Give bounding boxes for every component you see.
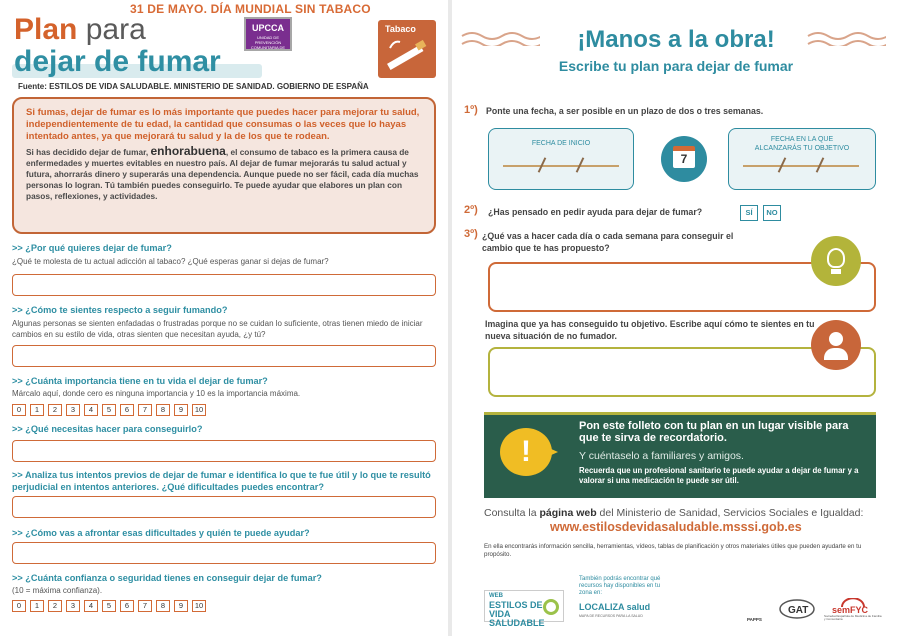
answer-why-quit[interactable] [12,274,436,296]
importance-9[interactable]: 9 [174,404,188,416]
semfyc-text: semFYC [832,605,869,615]
upcca-logo [244,17,292,60]
localiza-b: salud [624,602,651,612]
upcca-logo-text: UPCCA [251,23,284,33]
question-confidence: >> ¿Cuánta confianza o seguridad tienes en conseguir dejar de fumar? [12,573,322,583]
no-checkbox[interactable]: NO [763,205,781,221]
title-line-1 [14,14,146,46]
importance-0[interactable]: 0 [12,404,26,416]
start-date-label: FECHA DE INICIO [531,140,591,147]
lightbulb-icon [811,236,861,286]
question-previous-attempts: >> Analiza tus intentos previos de dejar de fumar e identifica lo que te fue útil y lo que te resultó perjudicial en intentos anteriores. ¿Qué dificultades puedes encontrar? [12,470,431,492]
yes-checkbox[interactable]: SÍ [740,205,758,221]
question-what-needed: >> ¿Qué necesitas hacer para conseguirlo? [12,424,203,434]
papps-logo: PAPPS [747,617,762,622]
reminder-professional: Recuerda que un profesional sanitario te puede ayudar a dejar de fumar y a valorar si una medicación te puede ser útil. [579,466,859,485]
speech-tail [540,444,558,460]
answer-feelings[interactable] [12,345,436,367]
consulta-webpage: página web [539,507,597,519]
step-2-text: ¿Has pensado en pedir ayuda para dejar de fumar? [488,207,703,217]
importance-6[interactable]: 6 [120,404,134,416]
tabaco-label: Tabaco [385,24,416,34]
confidence-8[interactable]: 8 [156,600,170,612]
title-line-2: dejar de fumar [14,45,221,78]
question-why-quit: >> ¿Por qué quieres dejar de fumar? [12,243,172,253]
importance-1[interactable]: 1 [30,404,44,416]
localiza-a: LOCALIZA [579,602,625,612]
importance-8[interactable]: 8 [156,404,170,416]
enhorabuena: enhorabuena [150,144,226,158]
person-icon [811,320,861,370]
confidence-0[interactable]: 0 [12,600,26,612]
target-date-line [743,165,859,167]
right-subtitle: Escribe tu plan para dejar de fumar [558,58,794,74]
intro-box [12,97,436,234]
step-3-number: 3º) [464,228,478,240]
step-1-text: Ponte una fecha, a ser posible en un plazo de dos o tres semanas. [486,106,764,116]
confidence-5[interactable]: 5 [102,600,116,612]
localiza-salud-logo[interactable] [579,602,679,622]
lightbulb-glass [827,248,845,268]
consulta-text [484,506,884,520]
estilos-de-vida-logo[interactable] [484,590,564,628]
source-line: Fuente: ESTILOS DE VIDA SALUDABLE. MINISTERIO DE SANIDAD. GOBIERNO DE ESPAÑA [18,82,369,91]
question-importance: >> ¿Cuánta importancia tiene en tu vida el dejar de fumar? [12,376,268,386]
right-title: ¡Manos a la obra! [577,26,775,53]
reminder-family: Y cuéntaselo a familiares y amigos. [579,450,744,462]
website-link[interactable]: www.estilosdevidasaludable.msssi.gob.es [550,520,802,534]
world-no-tobacco-day: 31 DE MAYO. DÍA MUNDIAL SIN TABACO [130,2,371,16]
confidence-10[interactable]: 10 [192,600,206,612]
left-page [0,0,448,636]
logo-web-label: WEB [489,593,503,599]
importance-10[interactable]: 10 [192,404,206,416]
gat-text: GAT [788,605,809,616]
importance-4[interactable]: 4 [84,404,98,416]
question-coping: >> ¿Cómo vas a afrontar esas dificultades y quién te puede ayudar? [12,528,310,538]
reminder-title: Pon este folleto con tu plan en un lugar visible para que te sirva de recordatorio. [579,420,849,444]
calendar-icon [661,136,707,182]
lightbulb-base [831,269,841,274]
intro-paragraph-1: Si fumas, dejar de fumar es lo más importante que puedes hacer para mejorar tu salud, independientemente de tu edad, la cantidad que consumas o las veces que lo hayas intentado antes, ya que mejorará tu salud y la de los que te rodean. [26,107,420,142]
person-body [824,348,848,360]
title-plan: Plan [14,13,78,46]
intro-paragraph-2 [26,146,422,202]
calendar-day: 7 [673,146,695,168]
confidence-9[interactable]: 9 [174,600,188,612]
importance-3[interactable]: 3 [66,404,80,416]
intro-p2-rest: , el consumo de tabaco es la primera causa de enfermedades y muertes evitables en nuestro país. Al dejar de fumar mejorarás tu salud actual y futura, ahorrarás dinero y superarás una dependencia. Aunque puede no ser fácil, cada día muchas personas lo logran. Tú también puedes conseguirlo. Te puede ayudar que elabores un plan con pasos, reflexiones, y actividades. [26,147,419,201]
target-date-box[interactable] [728,128,876,190]
answer-previous-attempts[interactable] [12,496,436,518]
confidence-2[interactable]: 2 [48,600,62,612]
right-page [452,0,900,636]
exclamation-icon: ! [500,428,552,476]
answer-what-needed[interactable] [12,440,436,462]
importance-5[interactable]: 5 [102,404,116,416]
importance-2[interactable]: 2 [48,404,62,416]
semfyc-subtext: Sociedad Española de Medicina de Familia y Comunitaria [824,614,882,621]
question-feelings: >> ¿Cómo te sientes respecto a seguir fumando? [12,305,228,315]
confidence-3[interactable]: 3 [66,600,80,612]
consulta-a: Consulta la [484,507,540,519]
step-1-number: 1º) [464,104,478,116]
confidence-6[interactable]: 6 [120,600,134,612]
question-feelings-sub: Algunas personas se sienten enfadadas o frustradas porque no se cuidan lo suficiente, otras tienen miedo de iniciar cambios en su estilo de vida, otras sienten que necesitan ayuda, ¿y tú? [12,319,423,339]
logo-web-name: ESTILOS DE VIDA SALUDABLE [489,600,545,628]
importance-scale [12,404,206,416]
importance-7[interactable]: 7 [138,404,152,416]
question-confidence-sub: (10 = máxima confianza). [12,586,103,595]
confidence-1[interactable]: 1 [30,600,44,612]
start-date-box[interactable] [488,128,634,190]
confidence-7[interactable]: 7 [138,600,152,612]
semfyc-logo [824,595,882,623]
step-2-number: 2º) [464,204,478,216]
intro-p2-start: Si has decidido dejar de fumar, [26,147,151,157]
imagine-text: Imagina que ya has conseguido tu objetivo. Escribe aquí cómo te sientes en tu nueva situación de no fumador. [485,319,815,341]
consulta-detail: En ella encontrarás información sencilla, herramientas, vídeos, tablas de planificación y otros materiales útiles que pueden ayudarte en tu propósito. [484,543,862,558]
answer-coping[interactable] [12,542,436,564]
question-importance-sub: Márcalo aquí, donde cero es ninguna importancia y 10 es la importancia máxima. [12,389,301,398]
localiza-name [579,602,650,612]
localiza-sub: MAPA DE RECURSOS PARA LA SALUD [579,614,643,618]
step-3-text: ¿Qué vas a hacer cada día o cada semana para conseguir el cambio que te has propuesto? [482,231,734,253]
person-head [829,332,843,346]
question-why-quit-sub: ¿Qué te molesta de tu actual adicción al tabaco? ¿Qué esperas ganar si dejas de fumar? [12,257,329,266]
check-circle-icon [543,599,559,615]
upcca-logo-subtext: UNIDAD DE PREVENCIÓN COMUNITARIA DE CONDUCTAS ADICTIVAS [250,35,286,60]
confidence-4[interactable]: 4 [84,600,98,612]
target-date-label: FECHA EN LA QUE ALCANZARÁS TU OBJETIVO [754,136,850,152]
consulta-c: del Ministerio de Sanidad, Servicios Sociales e Igualdad: [596,507,864,519]
title-para: para [85,13,146,46]
also-resources: También podrás encontrar qué recursos hay disponibles en tu zona en: [579,576,661,596]
gat-logo [777,598,817,620]
confidence-scale [12,600,206,612]
start-date-line [503,165,619,167]
